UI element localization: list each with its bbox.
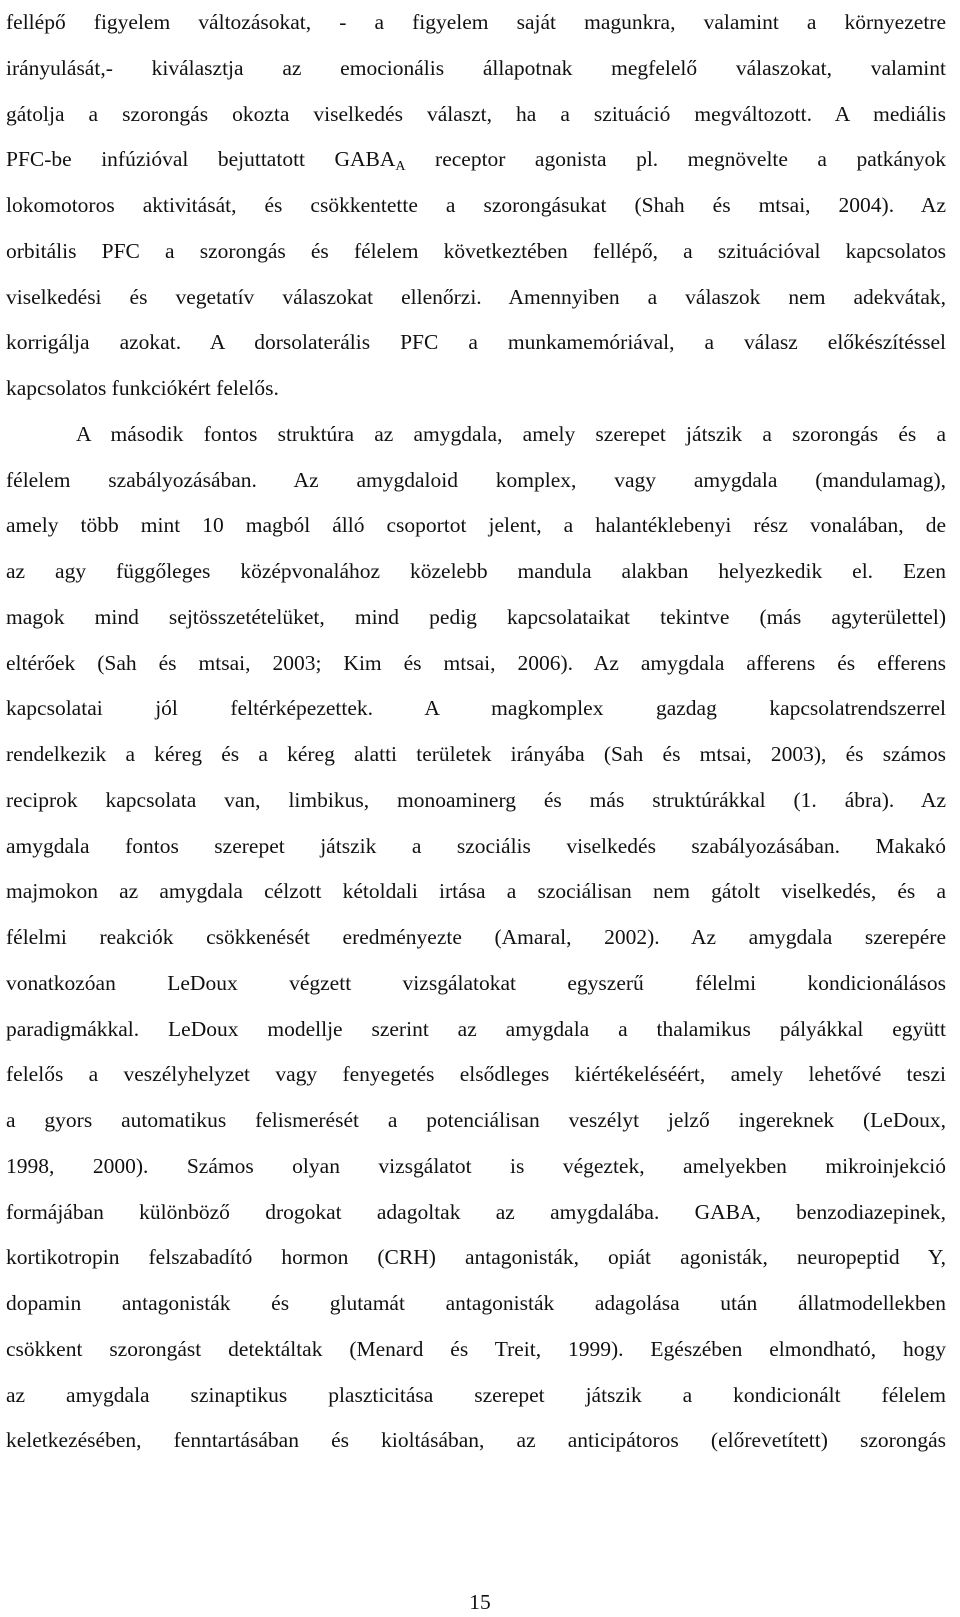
text-line: keletkezésében, fenntartásában és kioltásában, az anticipátoros (előrevetített) szorongás (6, 1428, 946, 1453)
text-line: orbitális PFC a szorongás és félelem következtében fellépő, a szituációval kapcsolatos (6, 238, 946, 263)
gaba-subscript: A (395, 159, 406, 175)
text-line: a gyors automatikus felismerését a potenciálisan veszélyt jelző ingereknek (LeDoux, (6, 1108, 946, 1132)
text-line: az amygdala szinaptikus plaszticitása szerepet játszik a kondicionált félelem (6, 1382, 946, 1407)
text-line: amygdala fontos szerepet játszik a szociális viselkedés szabályozásában. Makakó (6, 833, 946, 858)
text-line: viselkedési és vegetatív válaszokat ellenőrzi. Amennyiben a válaszok nem adekvátak, (6, 284, 946, 309)
text-line: reciprok kapcsolata van, limbikus, monoaminerg és más struktúrákkal (1. ábra). Az (6, 787, 946, 812)
text-line: formájában különböző drogokat adagoltak az amygdalába. GABA, benzodiazepinek, (6, 1199, 946, 1224)
text-line: majmokon az amygdala célzott kétoldali irtása a szociálisan nem gátolt viselkedés, és a (6, 879, 946, 904)
text-line: kapcsolatai jól feltérképezettek. A magkomplex gazdag kapcsolatrendszerrel (6, 696, 946, 721)
text-line: paradigmákkal. LeDoux modellje szerint az amygdala a thalamikus pályákkal együtt (6, 1016, 946, 1041)
text-line (6, 137, 946, 183)
text-line: csökkent szorongást detektáltak (Menard és Treit, 1999). Egészében elmondható, hogy (6, 1336, 946, 1361)
text-line: kortikotropin felszabadító hormon (CRH) antagonisták, opiát agonisták, neuropeptid Y, (6, 1245, 946, 1270)
text-line: 1998, 2000). Számos olyan vizsgálatot is végeztek, amelyekben mikroinjekció (6, 1153, 946, 1178)
text-line: gátolja a szorongás okozta viselkedés választ, ha a szituáció megváltozott. A mediális (6, 101, 946, 126)
page-number: 15 (469, 1590, 491, 1614)
text-line: eltérőek (Sah és mtsai, 2003; Kim és mtsai, 2006). Az amygdala afferens és efferens (6, 650, 946, 675)
text-line: magok mind sejtösszetételüket, mind pedig kapcsolataikat tekintve (más agyterülettel) (6, 604, 946, 629)
gaba-text: PFC-be infúzióval bejuttatott GABA (6, 147, 396, 172)
text-line: felelős a veszélyhelyzet vagy fenyegetés elsődleges kiértékeléséért, amely lehetővé teszi (6, 1062, 946, 1087)
text-line: korrigálja azokat. A dorsolaterális PFC a munkamemóriával, a válasz előkészítéssel (6, 330, 946, 355)
text-line: irányulását,- kiválasztja az emocionális állapotnak megfelelő válaszokat, valamint (6, 55, 946, 80)
text-line: félelmi reakciók csökkenését eredményezte (Amaral, 2002). Az amygdala szerepére (6, 925, 946, 949)
paragraph-end-line: kapcsolatos funkciókért felelős. (6, 376, 279, 400)
text-line: dopamin antagonisták és glutamát antagonisták adagolása után állatmodellekben (6, 1291, 946, 1315)
text-line: amely több mint 10 magból álló csoportot jelent, a halantéklebenyi rész vonalában, de (6, 513, 946, 538)
paragraph-start-line: A második fontos struktúra az amygdala, amely szerepet játszik a szorongás és a (76, 421, 946, 446)
text-line: fellépő figyelem változásokat, - a figyelem saját magunkra, valamint a környezetre (6, 10, 946, 34)
gaba-line-rest: receptor agonista pl. megnövelte a patkányok (435, 147, 947, 172)
body-text (6, 0, 946, 1464)
text-line: félelem szabályozásában. Az amygdaloid komplex, vagy amygdala (mandulamag), (6, 467, 946, 492)
text-line: az agy függőleges középvonalához közelebb mandula alakban helyezkedik el. Ezen (6, 559, 946, 583)
text-line: vonatkozóan LeDoux végzett vizsgálatokat egyszerű félelmi kondicionálásos (6, 970, 946, 995)
text-line: rendelkezik a kéreg és a kéreg alatti területek irányába (Sah és mtsai, 2003), és számos (6, 742, 946, 766)
text-line: lokomotoros aktivitását, és csökkentette a szorongásukat (Shah és mtsai, 2004). Az (6, 193, 946, 217)
